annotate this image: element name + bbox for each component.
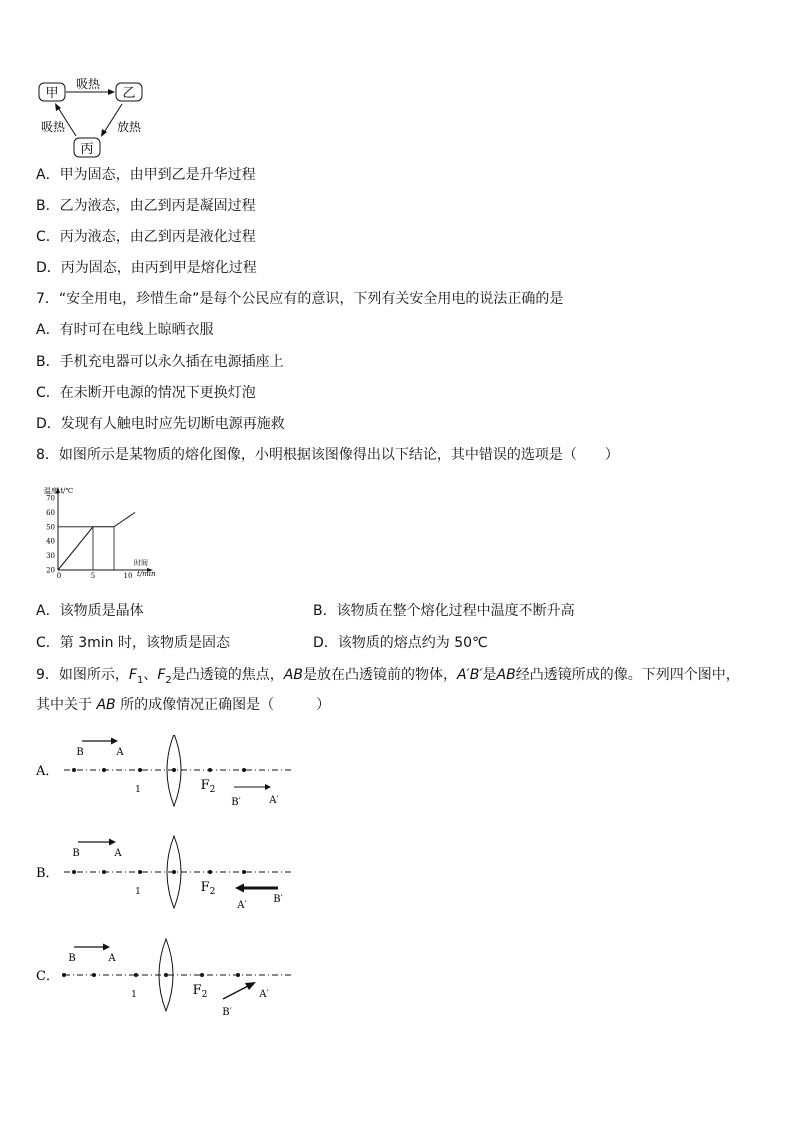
axis-point — [208, 768, 212, 772]
axis-point — [242, 768, 246, 772]
q7-option-a: A．有时可在电线上晾晒衣服 — [36, 322, 214, 338]
edge-label-ca: 吸热 — [40, 120, 66, 134]
axis-point — [172, 768, 176, 772]
q9-stem-part: AB — [92, 697, 121, 713]
q7-stem: 7．“安全用电，珍惜生命”是每个公民应有的意识，下列有关安全用电的说法正确的是 — [36, 291, 564, 307]
axis-point — [92, 973, 96, 977]
axis-point — [134, 973, 138, 977]
q9-stem-part: A′B′ — [456, 667, 483, 683]
axis-point — [138, 768, 142, 772]
option-label: C． — [36, 969, 59, 984]
image-label-b: B′ — [222, 1007, 232, 1018]
object-label-b: B — [76, 747, 84, 758]
x-tick-label: 5 — [90, 572, 96, 580]
lens-diagram-b — [30, 832, 300, 917]
object-arrow-head — [109, 839, 116, 846]
image-label-b: B′ — [273, 894, 283, 905]
object-label-a: A — [116, 747, 124, 758]
node-bing: 丙 — [80, 142, 94, 157]
focus-f1-label — [135, 785, 141, 795]
q9-stem-part: 是放在凸透镜前的物体， — [302, 667, 457, 683]
object-label-a: A — [108, 953, 116, 964]
q8-option-a: A．该物质是晶体 — [36, 603, 144, 619]
axis-point — [200, 973, 204, 977]
q9-stem-part: 是凸透镜的焦点， — [171, 667, 284, 683]
y-axis-label: 温度 t/℃ — [44, 487, 74, 495]
lens-diagram-a — [30, 735, 300, 815]
q9-stem-part: F — [128, 667, 137, 683]
q8-option-b: B．该物质在整个熔化过程中温度不断升高 — [313, 603, 575, 619]
axis-point — [164, 973, 168, 977]
q9-stem-part: AB — [283, 667, 303, 683]
edge-label-bc: 放热 — [116, 120, 142, 134]
q8-stem: 8．如图所示是某物质的熔化图像，小明根据该图像得出以下结论，其中错误的选项是（ ） — [36, 447, 619, 463]
q9-stem-part: 9．如图所示， — [36, 667, 129, 683]
axis-point — [172, 870, 176, 874]
image-arrow-head — [265, 784, 271, 790]
melting-curve — [58, 512, 135, 570]
image-label-a: A′ — [237, 900, 247, 911]
node-jia: 甲 — [45, 86, 59, 101]
q6-option-c: C．丙为液态，由乙到丙是液化过程 — [36, 229, 256, 245]
q9-stem-part: 经凸透镜所成的像。下列四个图中， — [515, 667, 740, 683]
focus-f2-label: $F_2$ — [200, 778, 216, 795]
focus-f2-sub: 2 — [209, 785, 216, 795]
option-label: B． — [36, 866, 59, 881]
y-tick-label: 20 — [46, 566, 55, 575]
q9-stem-part: 其中关于 — [36, 697, 92, 713]
focus-f2-sub: 2 — [209, 887, 216, 897]
image-label-b: B′ — [231, 797, 241, 808]
x-tick-label: 10 — [123, 572, 133, 580]
image-label-a: A′ — [259, 989, 269, 1000]
object-arrow-head — [103, 944, 110, 951]
phase-cycle-diagram — [36, 76, 166, 160]
x-axis-label-top: 时间 — [134, 559, 148, 567]
q7-option-b: B．手机充电器可以永久插在电源插座上 — [36, 354, 284, 370]
axis-point — [236, 973, 240, 977]
object-label-b: B — [72, 848, 80, 859]
option-label: A． — [36, 764, 59, 779]
focus-f2-sub: 2 — [201, 990, 208, 1000]
q6-option-d: D．丙为固态，由丙到甲是熔化过程 — [36, 260, 257, 276]
y-tick-label: 30 — [46, 552, 55, 561]
image-arrow-head — [245, 982, 256, 990]
object-label-b: B — [68, 953, 76, 964]
axis-point — [102, 768, 106, 772]
axis-point — [138, 870, 142, 874]
axis-point — [72, 870, 76, 874]
y-tick-label: 60 — [46, 508, 55, 517]
q8-option-c: C．第 3min 时，该物质是固态 — [36, 635, 230, 651]
q6-option-b: B．乙为液态，由乙到丙是凝固过程 — [36, 198, 256, 214]
q7-option-c: C．在未断开电源的情况下更换灯泡 — [36, 385, 256, 401]
q9-stem-part: AB — [496, 667, 516, 683]
image-arrow — [223, 985, 250, 999]
q9-stem-part: 、 — [143, 667, 158, 683]
object-arrow-head — [111, 738, 118, 745]
q6-option-a: A．甲为固态，由甲到乙是升华过程 — [36, 167, 256, 183]
melting-chart — [40, 484, 170, 584]
object-label-a: A — [114, 848, 122, 859]
focus-f2-label: $F_2$ — [200, 880, 216, 897]
q8-option-d: D．该物质的熔点约为 50℃ — [313, 635, 488, 651]
axis-point — [242, 870, 246, 874]
focus-f2-label: $F_2$ — [192, 983, 208, 1000]
x-tick-label: 0 — [56, 572, 62, 580]
focus-f1-sub: 1 — [135, 785, 141, 795]
axis-point — [102, 870, 106, 874]
q9-stem-part: 是 — [482, 667, 497, 683]
lens-diagram-c — [30, 935, 300, 1020]
focus-f1-label — [135, 887, 141, 897]
image-label-a: A′ — [269, 795, 279, 806]
q9-stem-part: 1 — [136, 674, 144, 686]
focus-f1-label — [131, 990, 137, 1000]
y-tick-label: 70 — [46, 494, 55, 503]
q9-stem-part: 2 — [165, 674, 172, 686]
axis-point — [72, 768, 76, 772]
q7-option-d: D．发现有人触电时应先切断电源再施救 — [36, 416, 285, 432]
q9-stem-line1 — [36, 666, 740, 690]
edge-label-ab: 吸热 — [75, 77, 101, 91]
q9-stem-line2 — [36, 696, 330, 714]
y-tick-label: 50 — [46, 523, 55, 532]
q9-stem-part: 所的成像情况正确图是（ ） — [120, 697, 331, 713]
focus-f1-sub: 1 — [135, 887, 141, 897]
axis-point — [62, 973, 66, 977]
focus-f1-sub: 1 — [131, 990, 137, 1000]
node-yi: 乙 — [122, 86, 136, 101]
q9-stem-part: F — [157, 667, 166, 683]
x-axis-label: t/min — [137, 570, 156, 578]
image-arrow-head — [235, 884, 244, 893]
axis-point — [208, 870, 212, 874]
y-tick-label: 40 — [46, 537, 55, 546]
